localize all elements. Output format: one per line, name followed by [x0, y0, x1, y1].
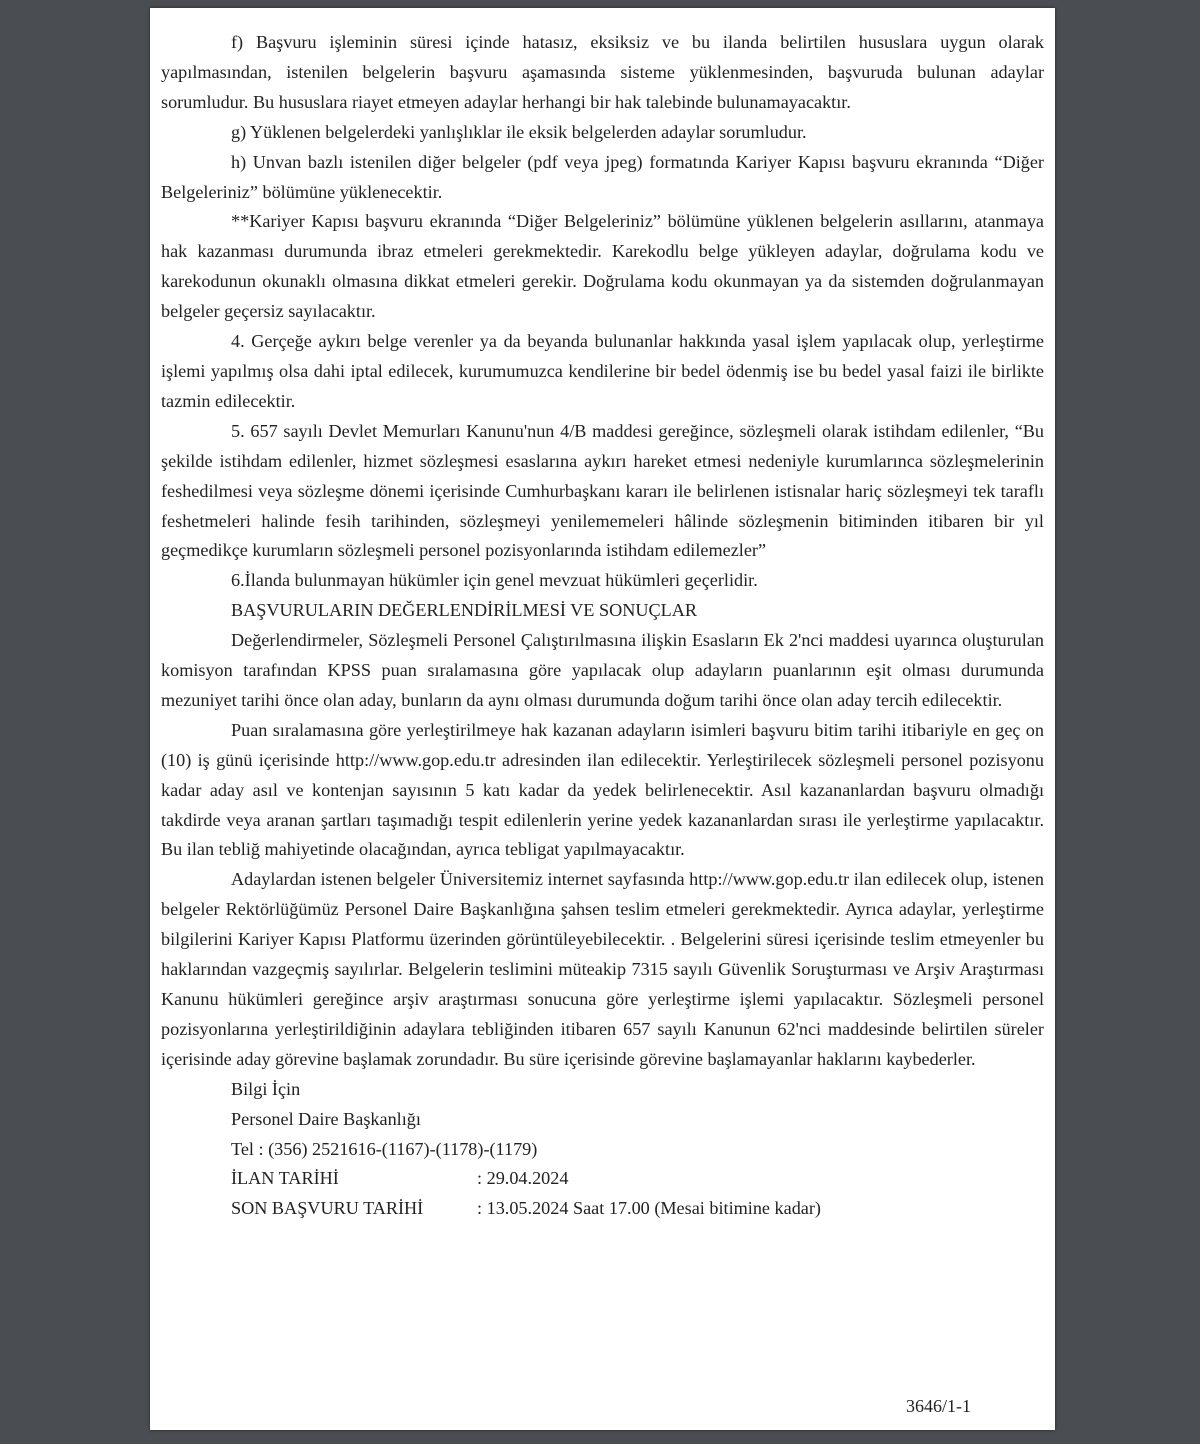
- signature-info: Bilgi İçin: [231, 1078, 301, 1099]
- paragraph-note: **Kariyer Kapısı başvuru ekranında “Diğer Belgeleriniz” bölümüne yüklenen belgelerin asıllarını, atanmaya hak kazanması durumunda ibraz etmeleri gerekmektedir. Karekodlu belge yükleyen adaylar, doğrulama kodu ve karekodunun okunaklı olmasına dikkat etmeleri gerekir. Doğrulama kodu okunmayan ya da sistemden doğrulanmayan belgeler geçersiz sayılacaktır.: [161, 211, 1044, 322]
- announcement-date-value: : 29.04.2024: [477, 1168, 569, 1189]
- section-paragraph-ranking: Puan sıralamasına göre yerleştirilmeye hak kazanan adayların isimleri başvuru bitim tarihi itibariyle en geç on (10) iş günü içerisinde http://www.gop.edu.tr adresinden ilan edilecektir. Yerleştirilecek sözleşmeli personel pozisyonu kadar aday asıl ve kontenjan sayısının 5 katı kadar da yedek belirlenecektir. Asıl kazananlardan başvuru olmadığı takdirde veya aranan şartları taşımadığı tespit edilenlerin yerine yedek kazananlardan sırası ile yerleştirme yapılacaktır. Bu ilan tebliğ mahiyetinde olacağından, ayrıca tebligat yapılmayacaktır.: [161, 719, 1044, 860]
- section-paragraph-evaluation: Değerlendirmeler, Sözleşmeli Personel Çalıştırılmasına ilişkin Esasların Ek 2'nci maddesi uyarınca oluşturulan komisyon tarafından KPSS puan sıralamasına göre yapılacak olup adayların puanlarının eşit olması durumunda mezuniyet tarihi önce olan aday, bunların da aynı olması durumunda doğum tarihi önce olan aday tercih edilecektir.: [161, 630, 1044, 710]
- page-content: [161, 28, 1044, 1224]
- document-number: 3646/1-1: [906, 1396, 971, 1416]
- paragraph-6: 6.İlanda bulunmayan hükümler için genel mevzuat hükümleri geçerlidir.: [231, 570, 758, 591]
- announcement-date: [161, 1164, 1044, 1194]
- paragraph-g: g) Yüklenen belgelerdeki yanlışlıklar ile eksik belgelerden adaylar sorumludur.: [231, 121, 807, 142]
- signature-phone: Tel : (356) 2521616-(1167)-(1178)-(1179): [231, 1138, 538, 1159]
- paragraph-h: h) Unvan bazlı istenilen diğer belgeler (pdf veya jpeg) formatında Kariyer Kapısı başvuru ekranında “Diğer Belgeleriniz” bölümüne yüklenecektir.: [161, 151, 1044, 202]
- paragraph-f: f) Başvuru işleminin süresi içinde hatasız, eksiksiz ve bu ilanda belirtilen hususlara uygun olarak yapılmasından, istenilen belgelerin başvuru aşamasında sisteme yüklenmesinden, başvuruda bulunan adaylar sorumludur. Bu hususlara riayet etmeyen adaylar herhangi bir hak talebinde bulunamayacaktır.: [161, 32, 1044, 112]
- deadline-date: [161, 1194, 1044, 1224]
- deadline-date-label: SON BAŞVURU TARİHİ: [231, 1198, 424, 1219]
- section-heading: BAŞVURULARIN DEĞERLENDİRİLMESİ VE SONUÇLAR: [231, 600, 697, 621]
- document-page: [150, 8, 1055, 1430]
- signature-department: Personel Daire Başkanlığı: [231, 1108, 421, 1129]
- announcement-date-label: İLAN TARİHİ: [231, 1168, 339, 1189]
- paragraph-5: 5. 657 sayılı Devlet Memurları Kanunu'nun 4/B maddesi gereğince, sözleşmeli olarak istihdam edilenler, “Bu şekilde istihdam edilenler, hizmet sözleşmesi esaslarına aykırı hareket etmesi nedeniyle kurumlarınca sözleşmelerinin feshedilmesi veya sözleşme dönemi içerisinde Cumhurbaşkanı kararı ile belirlenen istisnalar hariç sözleşmeyi tek taraflı feshetmeleri halinde fesih tarihinden, sözleşmeyi yenilememeleri hâlinde sözleşmenin bitiminden itibaren bir yıl geçmedikçe kurumların sözleşmeli personel pozisyonlarında istihdam edilemezler”: [161, 420, 1044, 561]
- paragraph-4: 4. Gerçeğe aykırı belge verenler ya da beyanda bulunanlar hakkında yasal işlem yapılacak olup, yerleştirme işlemi yapılmış olsa dahi iptal edilecek, kurumumuzca kendilerine bir bedel ödenmiş ise bu bedel yasal faizi ile birlikte tazmin edilecektir.: [161, 331, 1044, 411]
- section-paragraph-documents: Adaylardan istenen belgeler Üniversitemiz internet sayfasında http://www.gop.edu.tr ilan edilecek olup, istenen belgeler Rektörlüğümüz Personel Daire Başkanlığına şahsen teslim etmeleri gerekmektedir. Ayrıca adaylar, yerleştirme bilgilerini Kariyer Kapısı Platformu üzerinden görüntüleyebilecektir. . Belgelerini süresi içerisinde teslim etmeyenler bu haklarından vazgeçmiş sayılırlar. Belgelerin teslimini müteakip 7315 sayılı Güvenlik Soruşturması ve Arşiv Araştırması Kanunu hükümleri gereğince arşiv araştırması sonucuna göre yerleştirme işlemi yapılacaktır. Sözleşmeli personel pozisyonlarına yerleştirildiğinin adaylara tebliğinden itibaren 657 sayılı Kanunun 62'nci maddesinde belirtilen süreler içerisinde aday görevine başlamak zorundadır. Bu süre içerisinde görevine başlamayanlar haklarını kaybederler.: [161, 869, 1044, 1069]
- deadline-date-value: : 13.05.2024 Saat 17.00 (Mesai bitimine kadar): [477, 1198, 821, 1219]
